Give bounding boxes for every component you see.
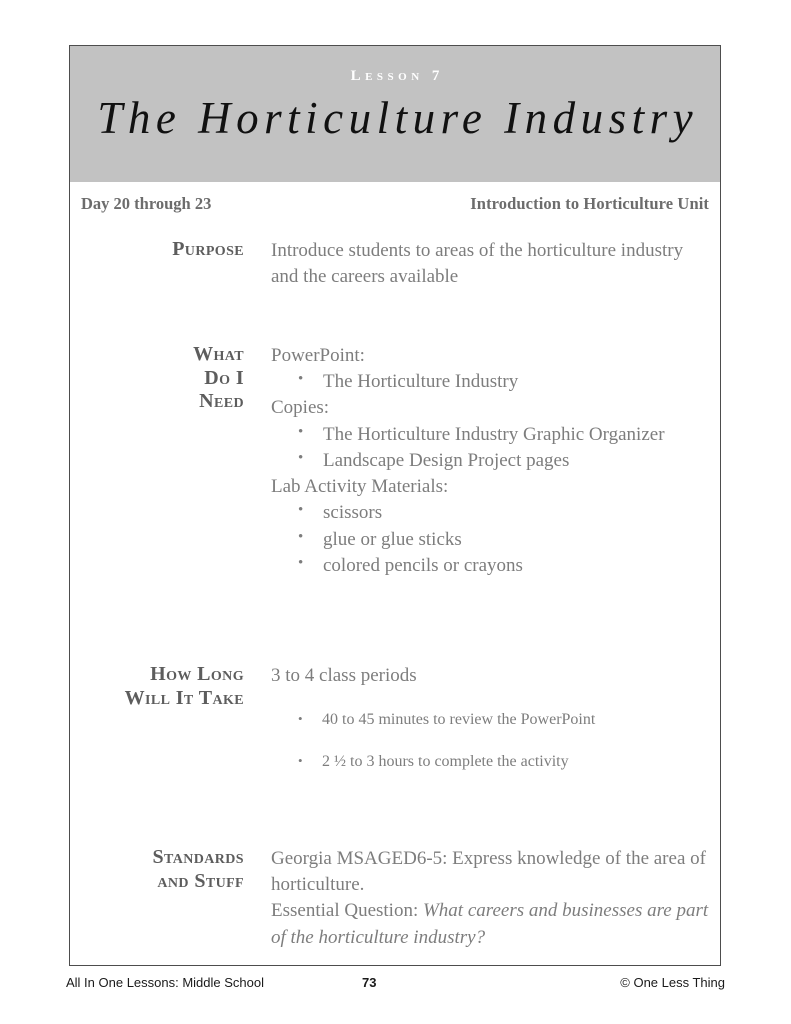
list-item: • Landscape Design Project pages xyxy=(271,448,709,474)
section-how-long xyxy=(81,663,709,773)
section-label-line-2: Will It Take xyxy=(124,686,244,709)
page-title: The Horticulture Industry xyxy=(97,93,699,143)
section-label-line-1: How Long xyxy=(150,663,244,685)
list-item: • glue or glue sticks xyxy=(271,527,709,553)
section-standards xyxy=(81,846,709,951)
section-label-what-do-i-need xyxy=(81,343,271,579)
lesson-number: Lesson 7 xyxy=(350,68,444,84)
page-footer xyxy=(66,975,725,995)
section-label-line-1: Standards xyxy=(152,846,244,868)
lesson-header-banner xyxy=(70,46,720,182)
unit-line xyxy=(81,194,709,214)
section-body-purpose xyxy=(271,238,709,290)
footer-left-text: All In One Lessons: Middle School xyxy=(66,975,264,990)
list-item: • The Horticulture Industry xyxy=(271,369,709,395)
list-item: • The Horticulture Industry Graphic Organizer xyxy=(271,422,709,448)
unit-name-label: Introduction to Horticulture Unit xyxy=(470,194,709,213)
section-body-standards xyxy=(271,846,709,951)
essential-question-text: What careers and businesses are part of the horticulture industry? xyxy=(271,900,709,948)
section-label-line-2: Do I xyxy=(204,366,244,389)
section-body-how-long xyxy=(271,663,709,773)
section-label-line-2: and Stuff xyxy=(157,869,244,892)
materials-group-heading-powerpoint: PowerPoint: xyxy=(271,345,365,366)
materials-group-heading-copies: Copies: xyxy=(271,397,330,419)
section-label-line-1: What xyxy=(193,343,244,365)
materials-list-powerpoint xyxy=(271,369,709,395)
section-label-standards xyxy=(81,846,271,951)
section-body-what-do-i-need xyxy=(271,343,709,579)
essential-question xyxy=(271,898,709,950)
materials-list-lab xyxy=(271,500,709,579)
purpose-text: Introduce students to areas of the horticulture industry and the careers available xyxy=(271,240,684,288)
section-label-purpose: Purpose xyxy=(172,238,244,260)
list-item: • 40 to 45 minutes to review the PowerPoint xyxy=(271,710,709,731)
standard-text: Georgia MSAGED6-5: Express knowledge of the area of horticulture. xyxy=(271,848,706,896)
section-purpose xyxy=(81,238,709,290)
lesson-page-frame xyxy=(69,45,721,966)
list-item: • 2 ½ to 3 hours to complete the activity xyxy=(271,752,709,773)
section-label-how-long xyxy=(81,663,271,773)
how-long-summary: 3 to 4 class periods xyxy=(271,665,417,686)
section-label-line-3: Need xyxy=(199,390,244,413)
footer-page-number: 73 xyxy=(362,975,377,990)
essential-question-label: Essential Question: xyxy=(271,900,419,922)
list-item: • scissors xyxy=(271,500,709,526)
day-range-label: Day 20 through 23 xyxy=(81,194,212,213)
list-item: • colored pencils or crayons xyxy=(271,553,709,579)
how-long-list xyxy=(271,710,709,773)
materials-group-heading-lab: Lab Activity Materials: xyxy=(271,476,449,498)
section-what-do-i-need xyxy=(81,343,709,579)
footer-copyright: © One Less Thing xyxy=(620,975,725,990)
materials-list-copies xyxy=(271,422,709,474)
